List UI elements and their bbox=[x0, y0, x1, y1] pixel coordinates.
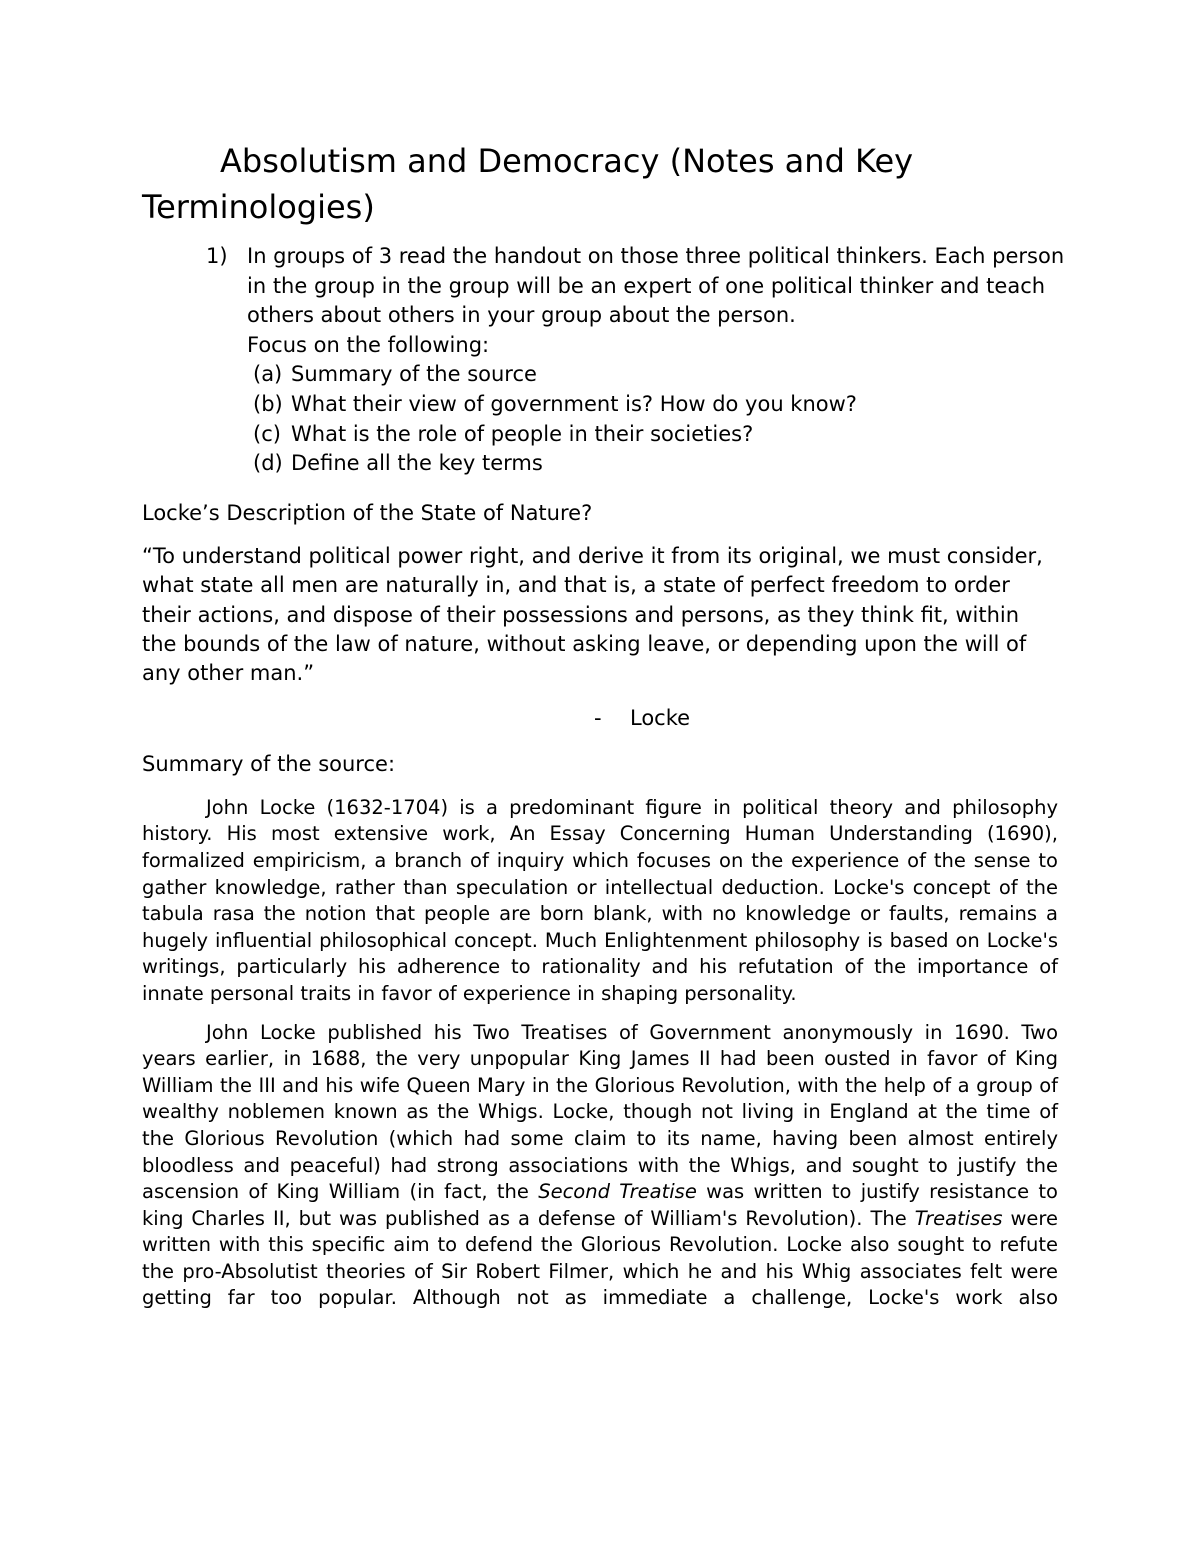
locke-quote: “To understand political power right, and derive it from its original, we must consider, what state all men are naturally in, and that is, a state of perfect freedom to order their actions, and dispose of their possessions and persons, as they think fit, within the bounds of the law of nature, without asking leave, or depending upon the will of any other man.” bbox=[142, 543, 1043, 686]
task-number: 1) bbox=[206, 244, 228, 268]
list-marker: (b) bbox=[253, 391, 283, 416]
summary-heading: Summary of the source: bbox=[142, 751, 396, 776]
attribution-name: Locke bbox=[630, 705, 691, 730]
focus-items bbox=[253, 360, 1067, 478]
paragraph-2-text: was written to justify resistance to king Charles II, but was published as a defense of William's Revolution). The bbox=[142, 1180, 1058, 1230]
focus-label: Focus on the following: bbox=[247, 332, 490, 357]
italic-title: Second Treatise bbox=[538, 1180, 697, 1204]
list-item-text: Define all the key terms bbox=[291, 451, 543, 476]
quote-attribution bbox=[594, 703, 1058, 733]
list-marker: (d) bbox=[253, 451, 283, 476]
attribution-dash: - bbox=[594, 705, 602, 730]
italic-title: Treatises bbox=[914, 1206, 1003, 1230]
list-marker: (a) bbox=[253, 362, 283, 387]
paragraph-2-text: John Locke published his Two Treatises of Government anonymously in 1690. Two years earlier, in 1688, the very unpopular King James II had been ousted in favor of King William the III and his wife Queen Mary in the Glorious Revolution, with the help of a group of wealthy noblemen known as the Whigs. Locke, though not living in England at the time of the Glorious Revolution (which had some claim to its name, having been almost entirely bloodless and peaceful) had strong associations with the Whigs, and sought to justify the ascension of King William (in fact, the bbox=[142, 1020, 1058, 1204]
task-list bbox=[206, 242, 1065, 479]
paragraph-2 bbox=[142, 1020, 1058, 1313]
page-title: Absolutism and Democracy (Notes and Key Terminologies) bbox=[142, 142, 914, 226]
list-item-text: Summary of the source bbox=[291, 362, 537, 387]
list-item bbox=[253, 449, 1067, 479]
document-page bbox=[142, 138, 1065, 1312]
locke-heading: Locke’s Description of the State of Nature? bbox=[142, 500, 593, 525]
list-item-text: What is the role of people in their societies? bbox=[291, 421, 754, 446]
list-item bbox=[253, 390, 1067, 420]
list-item-text: What their view of government is? How do you know? bbox=[291, 391, 857, 416]
list-marker: (c) bbox=[253, 421, 281, 446]
task-intro: In groups of 3 read the handout on those three political thinkers. Each person in the group in the group will be an expert of one political thinker and teach others about others in your group about the person. bbox=[247, 244, 1065, 328]
list-item bbox=[253, 360, 1067, 390]
paragraph-1: John Locke (1632-1704) is a predominant figure in political theory and philosophy history. His most extensive work, An Essay Concerning Human Understanding (1690), formalized empiricism, a branch of inquiry which focuses on the experience of the sense to gather knowledge, rather than speculation or intellectual deduction. Locke's concept of the tabula rasa the notion that people are born blank, with no knowledge or faults, remains a hugely influential philosophical concept. Much Enlightenment philosophy is based on Locke's writings, particularly his adherence to rationality and his refutation of the importance of innate personal traits in favor of experience in shaping personality. bbox=[142, 795, 1058, 1005]
task-body bbox=[247, 242, 1067, 479]
paragraph-2-text: were written with this specific aim to defend the Glorious Revolution. Locke also sought to refute the pro-Absolutist theories of Sir Robert Filmer, which he and his Whig associates felt were getting far too popular. Although not as immediate a challenge, Locke's work also bbox=[142, 1206, 1059, 1310]
list-item bbox=[253, 420, 1067, 450]
